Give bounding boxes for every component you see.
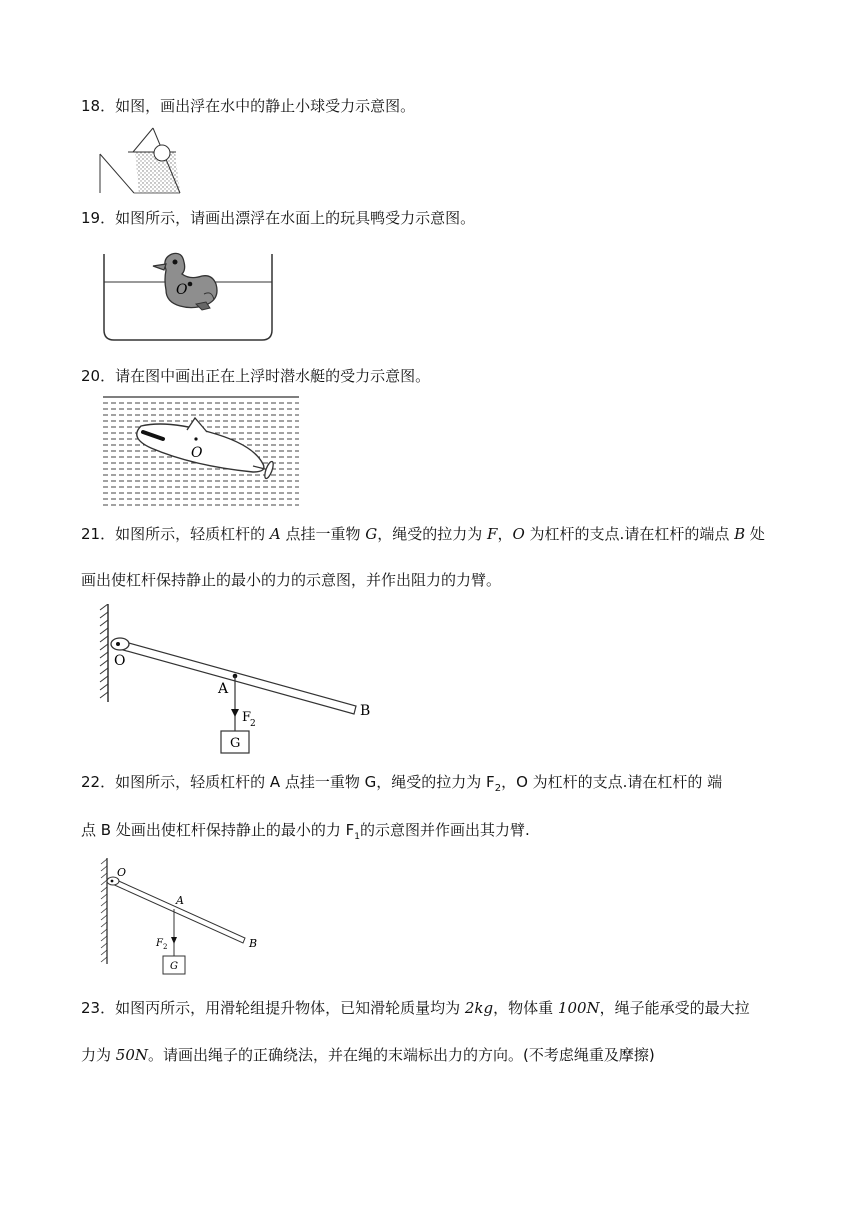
question-23-line-1 xyxy=(81,998,750,1018)
lever2-label-f-sub: 2 xyxy=(163,943,168,951)
duck-label-o: O xyxy=(176,282,188,298)
figure-lever-1 xyxy=(98,604,380,754)
question-text: ．如图所示，请画出漂浮在水面上的玩具鸭受力示意图。 xyxy=(100,209,476,227)
question-number: 20 xyxy=(81,367,101,385)
question-text: ， xyxy=(497,525,513,543)
lever1-label-f: F xyxy=(242,710,252,725)
lever2-label-g: G xyxy=(170,961,178,972)
question-text: 力为 xyxy=(81,1046,116,1064)
question-number: 18 xyxy=(81,97,101,115)
question-text: ．如图，画出浮在水中的静止小球受力示意图。 xyxy=(100,97,416,115)
figure-ball-in-water xyxy=(98,126,190,196)
var-o: O xyxy=(512,525,525,543)
question-text: ．如图所示，轻质杠杆的 A 点挂一重物 G，绳受的拉力为 F xyxy=(100,773,495,791)
question-text: ．如图所示，轻质杠杆的 xyxy=(100,525,270,543)
figure-toy-duck xyxy=(98,250,278,345)
var-a: A xyxy=(269,525,281,543)
var-weight: 100N xyxy=(557,999,600,1017)
question-text: ．如图丙所示，用滑轮组提升物体，已知滑轮质量均为 xyxy=(100,999,465,1017)
figure-lever-2 xyxy=(98,858,266,978)
question-21-line-2 xyxy=(81,570,501,590)
question-18 xyxy=(81,96,415,116)
lever1-label-g: G xyxy=(230,736,241,751)
lever1-label-a: A xyxy=(218,681,229,697)
question-text: ．请在图中画出正在上浮时潜水艇的受力示意图。 xyxy=(100,367,431,385)
question-22-line-2 xyxy=(81,820,530,847)
submarine-label-o: O xyxy=(191,445,203,461)
question-number: 21 xyxy=(81,525,101,543)
question-text: ，绳受的拉力为 xyxy=(377,525,488,543)
ball-shape xyxy=(154,145,170,161)
lever2-label-b: B xyxy=(249,937,258,950)
question-text: 点挂一重物 xyxy=(280,525,366,543)
question-21-line-1 xyxy=(81,524,765,544)
question-text: 为杠杆的支点.请在杠杆的端点 xyxy=(524,525,735,543)
question-number: 23 xyxy=(81,999,101,1017)
lever1-label-b: B xyxy=(360,703,371,719)
question-text: ，物体重 xyxy=(493,999,558,1017)
question-text: 处 xyxy=(745,525,765,543)
question-text: ，绳子能承受的最大拉 xyxy=(599,999,750,1017)
var-b: B xyxy=(734,525,746,543)
question-20 xyxy=(81,366,430,386)
var-f: F xyxy=(487,525,498,543)
var-mass: 2kg xyxy=(464,999,494,1017)
question-23-line-2 xyxy=(81,1045,655,1065)
subscript-1: 1 xyxy=(354,832,360,842)
figure-submarine xyxy=(103,394,299,510)
question-number: 22 xyxy=(81,773,101,791)
lever1-label-o: O xyxy=(114,653,126,669)
lever1-label-f-sub: 2 xyxy=(250,719,256,729)
lever2-label-f: F xyxy=(156,938,163,949)
lever2-label-o: O xyxy=(117,866,127,879)
var-force: 50N xyxy=(115,1046,148,1064)
question-text: 的示意图并作画出其力臂. xyxy=(359,821,530,839)
subscript-2: 2 xyxy=(494,783,502,794)
question-22-line-1 xyxy=(81,772,722,799)
question-number: 19 xyxy=(81,209,101,227)
var-g: G xyxy=(365,525,378,543)
question-text: 点 B 处画出使杠杆保持静止的最小的力 F xyxy=(81,821,355,839)
lever2-label-a: A xyxy=(176,894,184,907)
question-text: 画出使杠杆保持静止的最小的力的示意图，并作出阻力的力臂。 xyxy=(81,571,502,589)
question-text: ，O 为杠杆的支点.请在杠杆的 端 xyxy=(501,773,723,791)
question-text: 。请画出绳子的正确绕法，并在绳的末端标出力的方向。(不考虑绳重及摩擦) xyxy=(148,1046,655,1064)
question-19 xyxy=(81,208,475,228)
